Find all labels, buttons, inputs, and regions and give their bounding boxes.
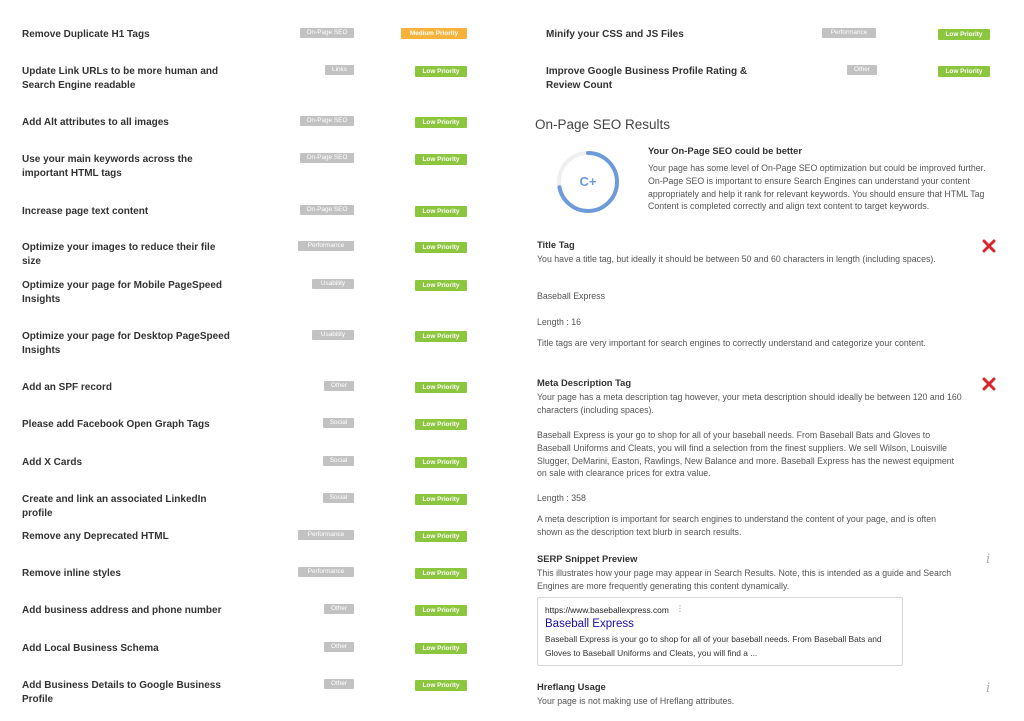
check-heading: SERP Snippet Preview (537, 553, 638, 564)
category-badge: Other (324, 604, 354, 614)
priority-badge: Low Priority (415, 117, 467, 128)
category-badge: Other (847, 65, 877, 75)
priority-badge: Low Priority (415, 531, 467, 542)
fail-x-icon (982, 239, 996, 253)
recommendation-title: Remove inline styles (22, 568, 121, 579)
priority-badge: Low Priority (415, 382, 467, 393)
category-badge: Performance (298, 567, 354, 577)
recommendation-title: Add Business Details to Google Business Profile (22, 680, 221, 705)
serp-url: https://www.baseballexpress.com (545, 605, 669, 615)
grade-label: C+ (579, 174, 597, 189)
priority-badge: Low Priority (415, 494, 467, 505)
category-badge: Social (323, 418, 354, 428)
check-note: Title tags are very important for search engines to correctly understand and categorize your content. (537, 338, 926, 348)
category-badge: Other (324, 381, 354, 391)
category-badge: Usability (312, 279, 354, 289)
intro-text: Your page has some level of On-Page SEO optimization but could be improved further. On-Page SEO is important to ensure Search Engines can understand your content appropriately and help it rank for relevant keywords. You should ensure that HTML Tag Content is completed correctly and align text content to target keywords. (648, 163, 986, 212)
check-value: Baseball Express (537, 291, 605, 301)
check-length: Length : 358 (537, 493, 586, 503)
check-heading: Meta Description Tag (537, 377, 632, 388)
priority-badge: Low Priority (415, 419, 467, 430)
category-badge: Usability (312, 330, 354, 340)
check-description: Your page has a meta description tag however, your meta description should ideally be between 120 and 160 characters (including spaces). (537, 392, 962, 415)
recommendation-title: Optimize your images to reduce their file size (22, 242, 216, 267)
priority-badge: Medium Priority (401, 28, 467, 39)
recommendation-title: Add Local Business Schema (22, 643, 159, 654)
priority-badge: Low Priority (415, 280, 467, 291)
category-badge: Links (325, 65, 354, 75)
check-description: You have a title tag, but ideally it should be between 50 and 60 characters in length (including spaces). (537, 254, 936, 264)
category-badge: On-Page SEO (300, 153, 354, 163)
recommendation-title: Minify your CSS and JS Files (546, 29, 684, 40)
check-description: This illustrates how your page may appear in Search Results. Note, this is intended as a guide and Search Engines are more frequently generating this content dynamically. (537, 568, 952, 591)
section-title: On-Page SEO Results (535, 117, 671, 132)
info-icon[interactable]: i (986, 681, 991, 696)
category-badge: Other (324, 642, 354, 652)
category-badge: Social (323, 456, 354, 466)
check-value: Baseball Express is your go to shop for all of your baseball needs. From Baseball Bats and Gloves to Baseball Uniforms and Cleats, you will find a selection from the finest suppliers. We sell Wilson, Louisville Slugger, DeMarini, Easton, Rawlings, New Balance and more. Baseball Express has the newest equipment on sale with clearance prices for extra value. (537, 430, 955, 479)
priority-badge: Low Priority (415, 206, 467, 217)
recommendation-title: Remove Duplicate H1 Tags (22, 29, 150, 40)
category-badge: Performance (298, 241, 354, 251)
category-badge: Performance (298, 530, 354, 540)
recommendation-title: Create and link an associated LinkedIn profile (22, 494, 207, 519)
priority-badge: Low Priority (415, 457, 467, 468)
category-badge: Other (324, 679, 354, 689)
recommendation-title: Add an SPF record (22, 382, 113, 393)
check-description: Your page is not making use of Hreflang attributes. (537, 696, 735, 706)
recommendation-title: Remove any Deprecated HTML (22, 531, 169, 542)
intro-title: Your On-Page SEO could be better (648, 145, 803, 156)
more-options-icon[interactable]: ⋮ (676, 604, 684, 613)
priority-badge: Low Priority (415, 643, 467, 654)
recommendation-title: Please add Facebook Open Graph Tags (22, 419, 210, 430)
recommendation-title: Improve Google Business Profile Rating & Review Count (546, 66, 748, 91)
check-length: Length : 16 (537, 317, 582, 327)
fail-x-icon (982, 377, 996, 391)
priority-badge: Low Priority (938, 66, 990, 77)
priority-badge: Low Priority (415, 242, 467, 253)
check-note: A meta description is important for search engines to understand the content of your page, and is often shown as the description text blurb in search results. (537, 514, 937, 537)
recommendation-title: Optimize your page for Desktop PageSpeed Insights (22, 331, 230, 356)
recommendation-title: Optimize your page for Mobile PageSpeed Insights (22, 280, 223, 305)
priority-badge: Low Priority (415, 331, 467, 342)
category-badge: Social (323, 493, 354, 503)
recommendation-title: Add X Cards (22, 457, 83, 468)
serp-preview-card (537, 597, 903, 666)
check-heading: Title Tag (537, 239, 575, 250)
priority-badge: Low Priority (415, 66, 467, 77)
category-badge: Performance (822, 28, 876, 38)
category-badge: On-Page SEO (300, 205, 354, 215)
check-heading: Hreflang Usage (537, 681, 606, 692)
grade-ring (555, 149, 621, 215)
priority-badge: Low Priority (415, 680, 467, 691)
recommendation-title: Add Alt attributes to all images (22, 117, 169, 128)
category-badge: On-Page SEO (300, 28, 354, 38)
priority-badge: Low Priority (415, 605, 467, 616)
info-icon[interactable]: i (986, 552, 991, 567)
recommendation-title: Use your main keywords across the important HTML tags (22, 154, 193, 179)
recommendation-title: Add business address and phone number (22, 605, 222, 616)
category-badge: On-Page SEO (300, 116, 354, 126)
priority-badge: Low Priority (938, 29, 990, 40)
recommendation-title: Increase page text content (22, 206, 149, 217)
recommendation-title: Update Link URLs to be more human and Search Engine readable (22, 66, 219, 91)
serp-title-link[interactable]: Baseball Express (545, 618, 634, 630)
serp-description: Baseball Express is your go to shop for all of your baseball needs. From Baseball Bats and Gloves to Baseball Uniforms and Cleats, you will find a ... (545, 634, 882, 658)
priority-badge: Low Priority (415, 154, 467, 165)
priority-badge: Low Priority (415, 568, 467, 579)
